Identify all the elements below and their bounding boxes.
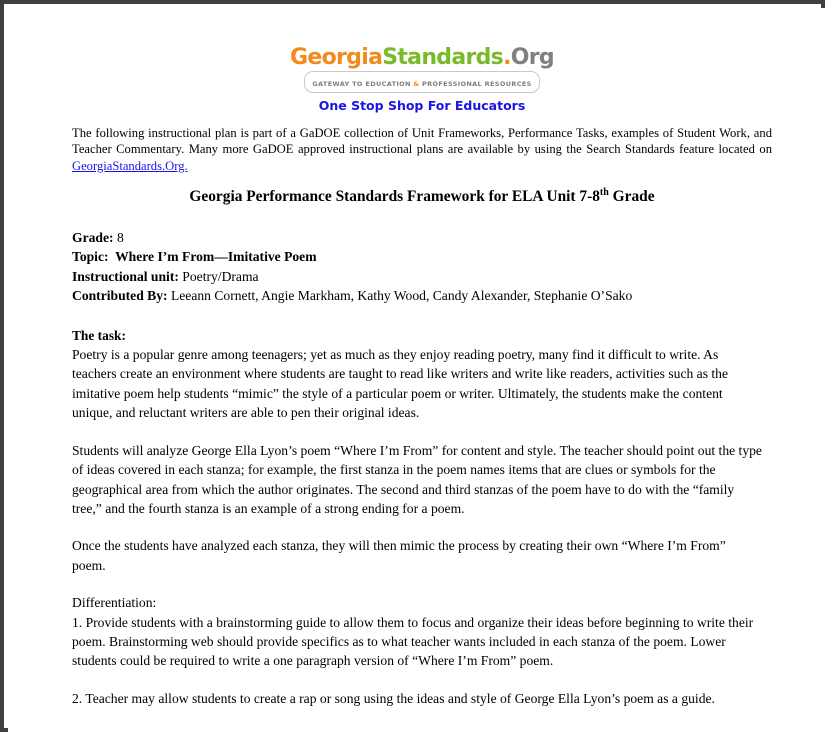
task-paragraph-1: Poetry is a popular genre among teenagers; yet as much as they enjoy reading poetry, many find it difficult to write. As teachers create an environment where students are taught to read like writers and write like readers, activities such as the imitative poem help students “mimic” the style of a particular poem or writer. Ultimately, the students make the content unique, and reluctant writers are able to pen their original ideas.: [72, 347, 729, 421]
logo-tagline: [312, 80, 531, 88]
meta-value-topic: Where I’m From—Imitative Poem: [115, 249, 317, 265]
meta-label-instructional-unit: Instructional unit:: [72, 268, 179, 284]
logo-word-standards: Standards: [382, 45, 504, 70]
page-title: [72, 187, 772, 206]
meta-row-grade: [72, 228, 772, 248]
logo-word-georgia: Georgia: [290, 45, 383, 70]
logo-subtitle: One Stop Shop For Educators: [318, 98, 526, 114]
page-title-suffix: Grade: [608, 187, 655, 205]
differentiation-item-1: 1. Provide students with a brainstorming guide to allow them to focus and organize their ideas before beginning to write their poem. Brainstorming web should provide specifics as to what teacher wants included in each stanza of the poem. Lower students could be required to write a one paragraph version of “Where I’m From” poem.: [72, 614, 754, 669]
meta-label-contributed-by: Contributed By:: [72, 288, 168, 304]
masthead: [72, 8, 772, 113]
meta-row-topic: [72, 247, 772, 267]
section-heading-differentiation: Differentiation:: [72, 595, 157, 611]
section-heading-the-task: The task:: [72, 328, 126, 344]
document-content: [72, 8, 772, 708]
logo-tagline-after: PROFESSIONAL RESOURCES: [419, 80, 532, 89]
meta-value-contributed-by: Leeann Cornett, Angie Markham, Kathy Wood, Candy Alexander, Stephanie O’Sako: [170, 288, 633, 304]
meta-value-instructional-unit: Poetry/Drama: [182, 268, 259, 284]
metadata-block: [72, 228, 772, 306]
intro-paragraph: [72, 125, 772, 174]
meta-value-grade: 8: [116, 229, 124, 245]
meta-row-instructional-unit: [72, 267, 772, 287]
meta-row-contributed-by: [72, 286, 772, 306]
meta-label-topic: Topic:: [72, 249, 109, 265]
logo-tagline-ampersand: &: [413, 80, 420, 89]
logo-tagline-before: GATEWAY TO EDUCATION: [312, 80, 414, 89]
document-page: [8, 8, 825, 732]
page-title-main: Georgia Performance Standards Framework for ELA Unit 7-8: [189, 187, 600, 205]
task-paragraph-3: Once the students have analyzed each stanza, they will then mimic the process by creating their own “Where I’m From” poem.: [72, 538, 726, 573]
georgiastandards-link[interactable]: GeorgiaStandards.Org.: [72, 158, 188, 173]
logo-dot: .: [503, 45, 511, 70]
task-paragraph-2: Students will analyze George Ella Lyon’s poem “Where I’m From” for content and style. The teacher should point out the type of ideas covered in each stanza; for example, the first stanza in the poem names items that are clues or symbols for the geographical area from which the author originates. The second and third stanzas of the poem have to do with the “family tree,” and the fourth stanza is an example of a strong ending for a poem.: [72, 442, 762, 516]
georgiastandards-logo[interactable]: [72, 46, 772, 69]
logo-word-org: Org: [510, 45, 554, 70]
differentiation-item-2: 2. Teacher may allow students to create a rap or song using the ideas and style of George Ella Lyon’s poem as a guide.: [72, 690, 715, 706]
meta-label-grade: Grade:: [72, 229, 114, 245]
page-title-superscript: th: [599, 186, 609, 198]
logo-tagline-band: [304, 71, 539, 93]
intro-text: The following instructional plan is part of a GaDOE collection of Unit Frameworks, Performance Tasks, examples of Student Work, and Teacher Commentary. Many more GaDOE approved instructional plans are available by using the Search Standards feature located on: [72, 126, 772, 157]
